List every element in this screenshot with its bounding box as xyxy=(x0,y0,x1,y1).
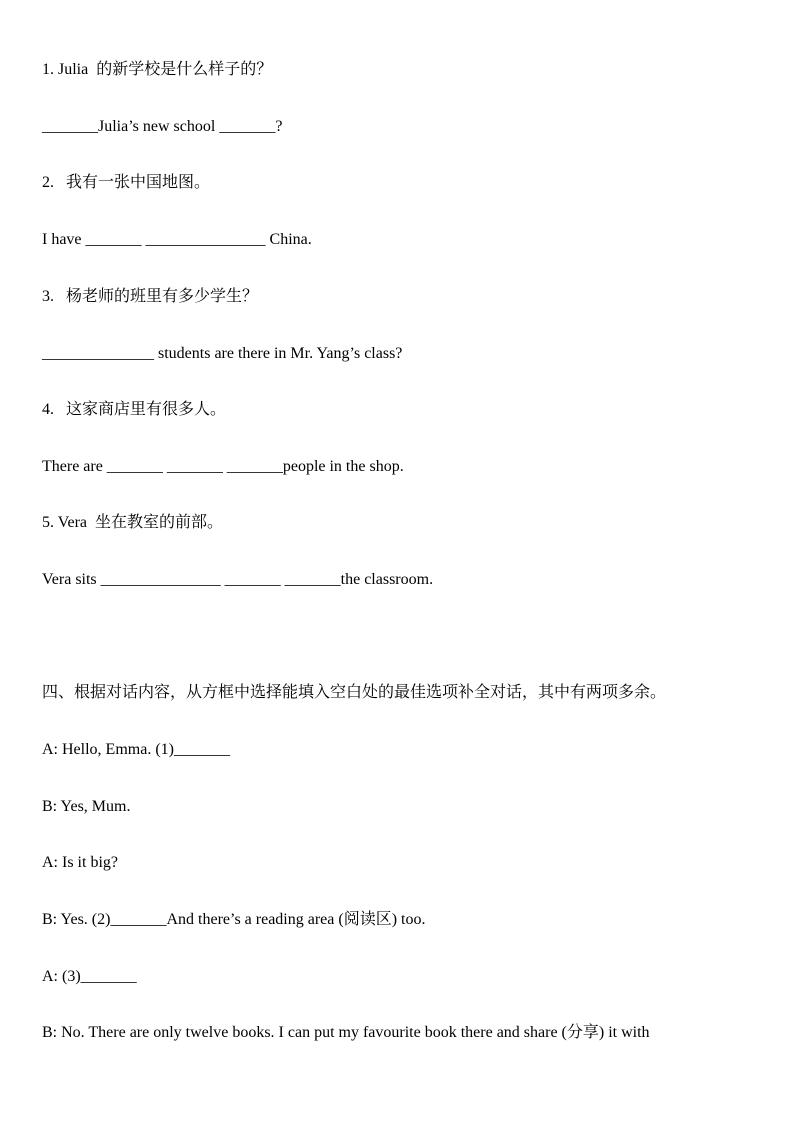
question-5-chinese: 5. Vera 坐在教室的前部。 xyxy=(42,514,224,531)
question-4-english: There are _______ _______ _______people in the shop. xyxy=(42,458,404,475)
question-2-english: I have _______ _______________ China. xyxy=(42,231,312,248)
question-1-chinese: 1. Julia 的新学校是什么样子的？ xyxy=(42,61,273,78)
question-3-chinese: 3. 杨老师的班里有多少学生？ xyxy=(42,288,259,305)
dialogue-line-3: A: Is it big? xyxy=(42,854,118,871)
dialogue-line-6: B: No. There are only twelve books. I can put my favourite book there and share (分享) it with xyxy=(42,1024,650,1041)
dialogue-line-2: B: Yes, Mum. xyxy=(42,798,131,815)
question-2-chinese: 2. 我有一张中国地图。 xyxy=(42,174,211,191)
question-5-english: Vera sits _______________ _______ _______the classroom. xyxy=(42,571,434,588)
dialogue-line-1: A: Hello, Emma. (1)_______ xyxy=(42,741,230,758)
dialogue-line-5: A: (3)_______ xyxy=(42,968,137,985)
question-1-english: _______Julia’s new school _______? xyxy=(42,118,283,135)
question-3-english: ______________ students are there in Mr. Yang’s class? xyxy=(42,345,403,362)
question-4-chinese: 4. 这家商店里有很多人。 xyxy=(42,401,227,418)
dialogue-line-4: B: Yes. (2)_______And there’s a reading area (阅读区) too. xyxy=(42,911,426,928)
section-4-heading: 四、根据对话内容，从方框中选择能填入空白处的最佳选项补全对话，其中有两项多余。 xyxy=(42,684,667,701)
